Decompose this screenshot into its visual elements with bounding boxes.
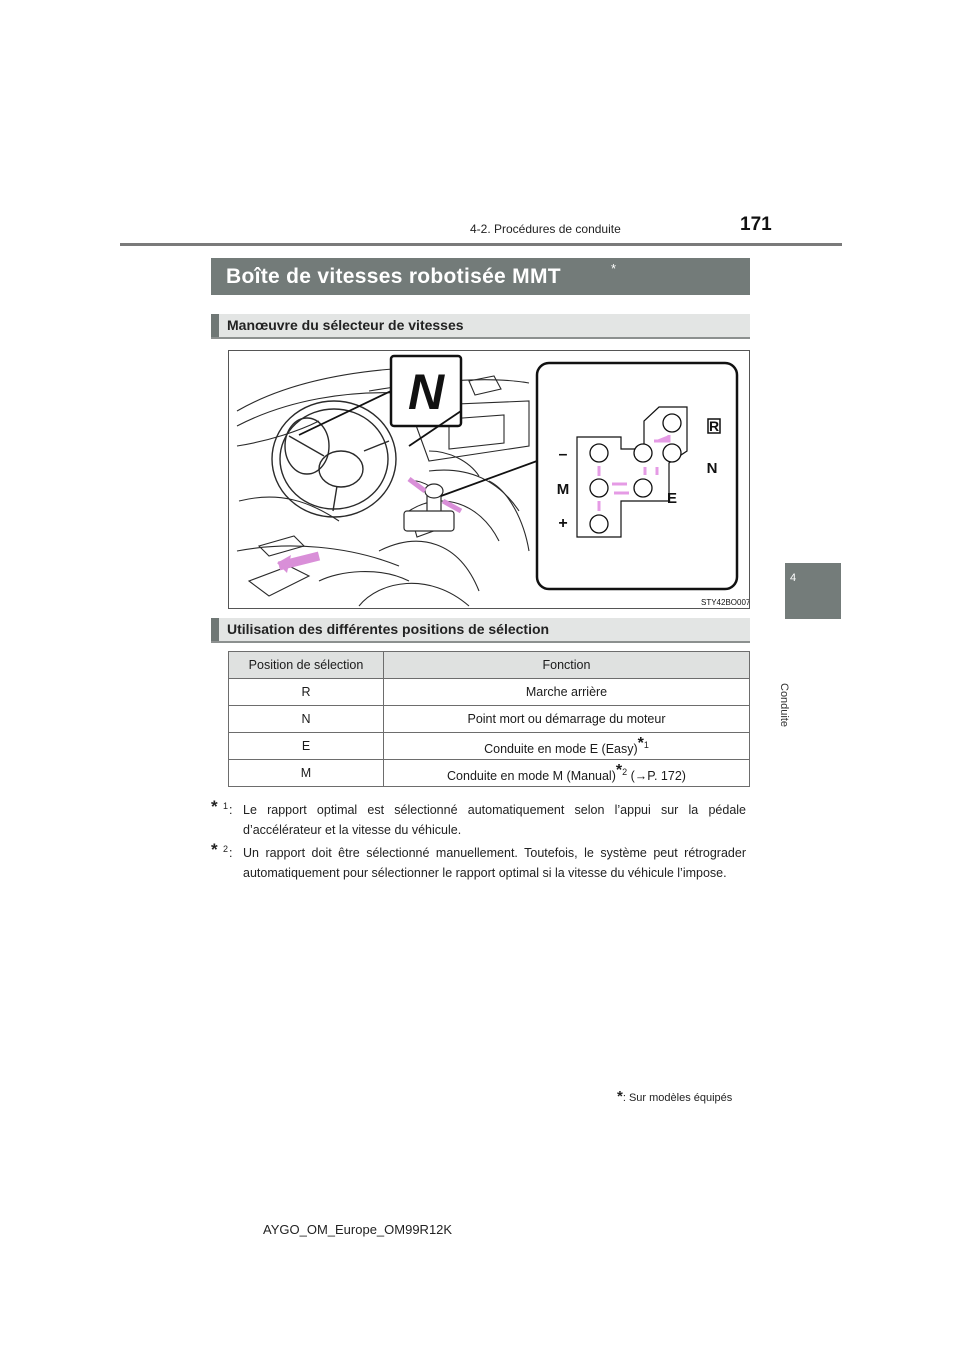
table-cell-function: Marche arrière: [384, 679, 750, 706]
table-row: [229, 706, 750, 733]
chapter-tab-number: 4: [790, 572, 797, 584]
table-row: [229, 760, 750, 787]
table-cell-function: Point mort ou démarrage du moteur: [384, 706, 750, 733]
table-cell-position: E: [229, 733, 384, 760]
table-cell-function: Conduite en mode E (Easy): [484, 742, 638, 757]
header-section-title: 4-2. Procédures de conduite: [470, 222, 621, 236]
note-text: Le rapport optimal est sélectionné automatiquement selon l’appui sur la pédale d’accélérateur et la vitesse du véhicule.: [243, 803, 746, 837]
footnote-star: *: [637, 735, 644, 753]
equipment-footnote: [617, 1088, 732, 1105]
footnote-ref: 2: [622, 767, 628, 778]
gate-label-m: M: [556, 481, 570, 498]
section-heading-text: Utilisation des différentes positions de sélection: [227, 621, 550, 637]
note-star: *: [211, 840, 218, 859]
shift-illustration: [228, 350, 750, 609]
note-colon: :: [229, 803, 233, 817]
table-row: [229, 679, 750, 706]
section-heading-text: Manœuvre du sélecteur de vitesses: [227, 317, 464, 333]
page-reference: (→P. 172): [627, 769, 686, 784]
table-header-position: Position de sélection: [229, 652, 384, 679]
section-heading-shift: [211, 314, 750, 339]
table-header-function: Fonction: [384, 652, 750, 679]
page-number: 171: [740, 214, 772, 235]
note-ref: 2: [223, 844, 229, 854]
page-title: Boîte de vitesses robotisée MMT: [226, 265, 561, 288]
gate-label-n: N: [706, 460, 718, 477]
table-header-row: [229, 652, 750, 679]
note-ref: 1: [223, 801, 229, 811]
footnote-text: : Sur modèles équipés: [622, 1092, 733, 1104]
table-cell-function: Conduite en mode M (Manual): [447, 769, 616, 784]
table-cell-function-wrap: [384, 760, 750, 787]
illustration-svg: [229, 351, 750, 609]
section-heading-positions: [211, 618, 750, 643]
note-colon: :: [229, 846, 233, 860]
section-marker: [211, 314, 219, 337]
footnote-star: *: [615, 762, 623, 780]
note-2: [211, 840, 746, 883]
header-divider: [120, 243, 842, 246]
figure-code: STY42BO007: [701, 598, 751, 607]
note-1: [211, 797, 746, 840]
document-footer: AYGO_OM_Europe_OM99R12K: [263, 1222, 453, 1237]
gate-label-e: E: [666, 490, 678, 507]
table-cell-function-wrap: [384, 733, 750, 760]
gate-label-plus: +: [558, 515, 568, 532]
footnote-ref: 1: [643, 740, 649, 751]
table-cell-position: N: [229, 706, 384, 733]
table-cell-position: R: [229, 679, 384, 706]
positions-table: [228, 651, 750, 787]
note-text: Un rapport doit être sélectionné manuellement. Toutefois, le système peut rétrograder automatiquement pour sélectionner le rapport optimal si la vitesse du véhicule l’impose.: [243, 846, 746, 880]
gate-label-r: R: [708, 418, 720, 434]
title-asterisk: *: [611, 261, 617, 276]
table-row: [229, 733, 750, 760]
note-star: *: [211, 797, 218, 816]
chapter-label: Conduite: [778, 683, 790, 728]
section-marker: [211, 618, 219, 641]
gear-display-letter: N: [407, 364, 445, 420]
gate-label-minus: –: [558, 446, 568, 463]
table-cell-position: M: [229, 760, 384, 787]
footnote-star: *: [617, 1088, 623, 1105]
chapter-label-wrap: [778, 633, 818, 728]
